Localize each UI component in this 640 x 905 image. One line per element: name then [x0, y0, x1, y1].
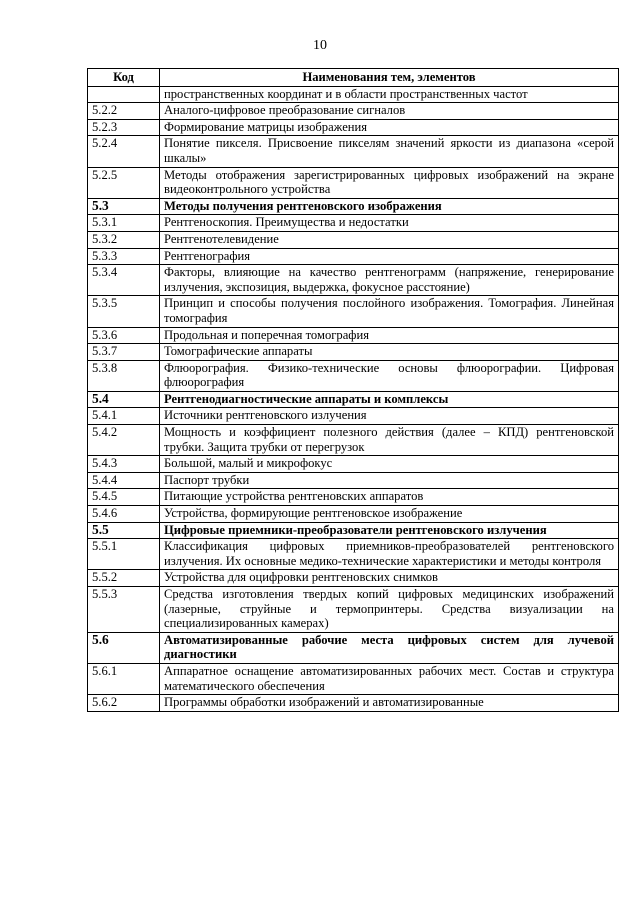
row-code: 5.3: [88, 198, 160, 215]
row-code: 5.5.1: [88, 539, 160, 570]
table-header-row: [88, 69, 619, 87]
table-row: [88, 167, 619, 198]
table-row: [88, 215, 619, 232]
table-row: [88, 456, 619, 473]
table-row: [88, 506, 619, 523]
row-name: Рентгенотелевидение: [160, 231, 619, 248]
row-code: 5.4.2: [88, 425, 160, 456]
row-code: 5.4.6: [88, 506, 160, 523]
row-code: 5.4.3: [88, 456, 160, 473]
row-name: Мощность и коэффициент полезного действия (далее – КПД) рентгеновской трубки. Защита трубки от перегрузок: [160, 425, 619, 456]
row-name: Методы получения рентгеновского изображения: [160, 198, 619, 215]
row-code: 5.3.4: [88, 265, 160, 296]
row-name: Программы обработки изображений и автоматизированные: [160, 695, 619, 712]
table-row: [88, 344, 619, 361]
row-code: 5.3.6: [88, 327, 160, 344]
table-row: [88, 472, 619, 489]
row-code: 5.5: [88, 522, 160, 539]
row-code: 5.4.1: [88, 408, 160, 425]
row-name: Источники рентгеновского излучения: [160, 408, 619, 425]
table-row: [88, 296, 619, 327]
row-name: Рентгенография: [160, 248, 619, 265]
row-name: Устройства для оцифровки рентгеновских снимков: [160, 570, 619, 587]
row-code: 5.3.5: [88, 296, 160, 327]
row-name: Факторы, влияющие на качество рентгенограмм (напряжение, генерирование излучения, экспозиция, выдержка, фокусное расстояние): [160, 265, 619, 296]
table-row: [88, 136, 619, 167]
section-row: [88, 522, 619, 539]
row-name: Продольная и поперечная томография: [160, 327, 619, 344]
row-name: Томографические аппараты: [160, 344, 619, 361]
table-row: [88, 587, 619, 633]
table-row: [88, 327, 619, 344]
row-name: Классификация цифровых приемников-преобразователей рентгеновского излучения. Их основные медико-технические характеристики и методы контроля: [160, 539, 619, 570]
row-code: 5.4: [88, 391, 160, 408]
table-row: [88, 231, 619, 248]
table-row: [88, 408, 619, 425]
row-code: 5.5.3: [88, 587, 160, 633]
row-code: 5.3.1: [88, 215, 160, 232]
table-row: [88, 570, 619, 587]
row-name: Автоматизированные рабочие места цифровых систем для лучевой диагностики: [160, 632, 619, 663]
row-name: Методы отображения зарегистрированных цифровых изображений на экране видеоконтрольного устройства: [160, 167, 619, 198]
table-row: [88, 425, 619, 456]
row-code: 5.3.7: [88, 344, 160, 361]
table-body: [88, 86, 619, 711]
row-name: Аналого-цифровое преобразование сигналов: [160, 103, 619, 120]
section-row: [88, 632, 619, 663]
row-name: Понятие пикселя. Присвоение пикселям значений яркости из диапазона «серой шкалы»: [160, 136, 619, 167]
row-code: 5.5.2: [88, 570, 160, 587]
row-code: 5.2.2: [88, 103, 160, 120]
row-name: Питающие устройства рентгеновских аппаратов: [160, 489, 619, 506]
row-code: 5.4.5: [88, 489, 160, 506]
row-code: [88, 86, 160, 103]
row-code: 5.3.3: [88, 248, 160, 265]
row-name: Формирование матрицы изображения: [160, 119, 619, 136]
table-row: [88, 489, 619, 506]
page-number: 10: [313, 38, 327, 53]
row-code: 5.3.2: [88, 231, 160, 248]
row-name: Цифровые приемники-преобразователи рентгеновского излучения: [160, 522, 619, 539]
section-row: [88, 198, 619, 215]
row-name: Рентгеноскопия. Преимущества и недостатки: [160, 215, 619, 232]
table-row: [88, 86, 619, 103]
row-name: Большой, малый и микрофокус: [160, 456, 619, 473]
table-row: [88, 360, 619, 391]
row-code: 5.2.5: [88, 167, 160, 198]
row-name: Флюорография. Физико-технические основы флюорографии. Цифровая флюорография: [160, 360, 619, 391]
row-name: Паспорт трубки: [160, 472, 619, 489]
row-code: 5.2.3: [88, 119, 160, 136]
table-row: [88, 119, 619, 136]
topics-table: [87, 68, 619, 712]
table-row: [88, 663, 619, 694]
row-code: 5.6: [88, 632, 160, 663]
row-code: 5.6.1: [88, 663, 160, 694]
row-code: 5.4.4: [88, 472, 160, 489]
row-name: Устройства, формирующие рентгеновское изображение: [160, 506, 619, 523]
row-name: Аппаратное оснащение автоматизированных рабочих мест. Состав и структура математического обеспечения: [160, 663, 619, 694]
row-name: Принцип и способы получения послойного изображения. Томография. Линейная томография: [160, 296, 619, 327]
table-row: [88, 248, 619, 265]
row-name: Средства изготовления твердых копий цифровых медицинских изображений (лазерные, струйные и термопринтеры. Средства визуализации на специализированных камерах): [160, 587, 619, 633]
section-row: [88, 391, 619, 408]
table-row: [88, 103, 619, 120]
row-code: 5.6.2: [88, 695, 160, 712]
table-row: [88, 539, 619, 570]
header-name: Наименования тем, элементов: [160, 69, 619, 87]
table-row: [88, 695, 619, 712]
table-row: [88, 265, 619, 296]
row-name: пространственных координат и в области пространственных частот: [160, 86, 619, 103]
row-code: 5.3.8: [88, 360, 160, 391]
header-code: Код: [88, 69, 160, 87]
row-name: Рентгенодиагностические аппараты и комплексы: [160, 391, 619, 408]
row-code: 5.2.4: [88, 136, 160, 167]
